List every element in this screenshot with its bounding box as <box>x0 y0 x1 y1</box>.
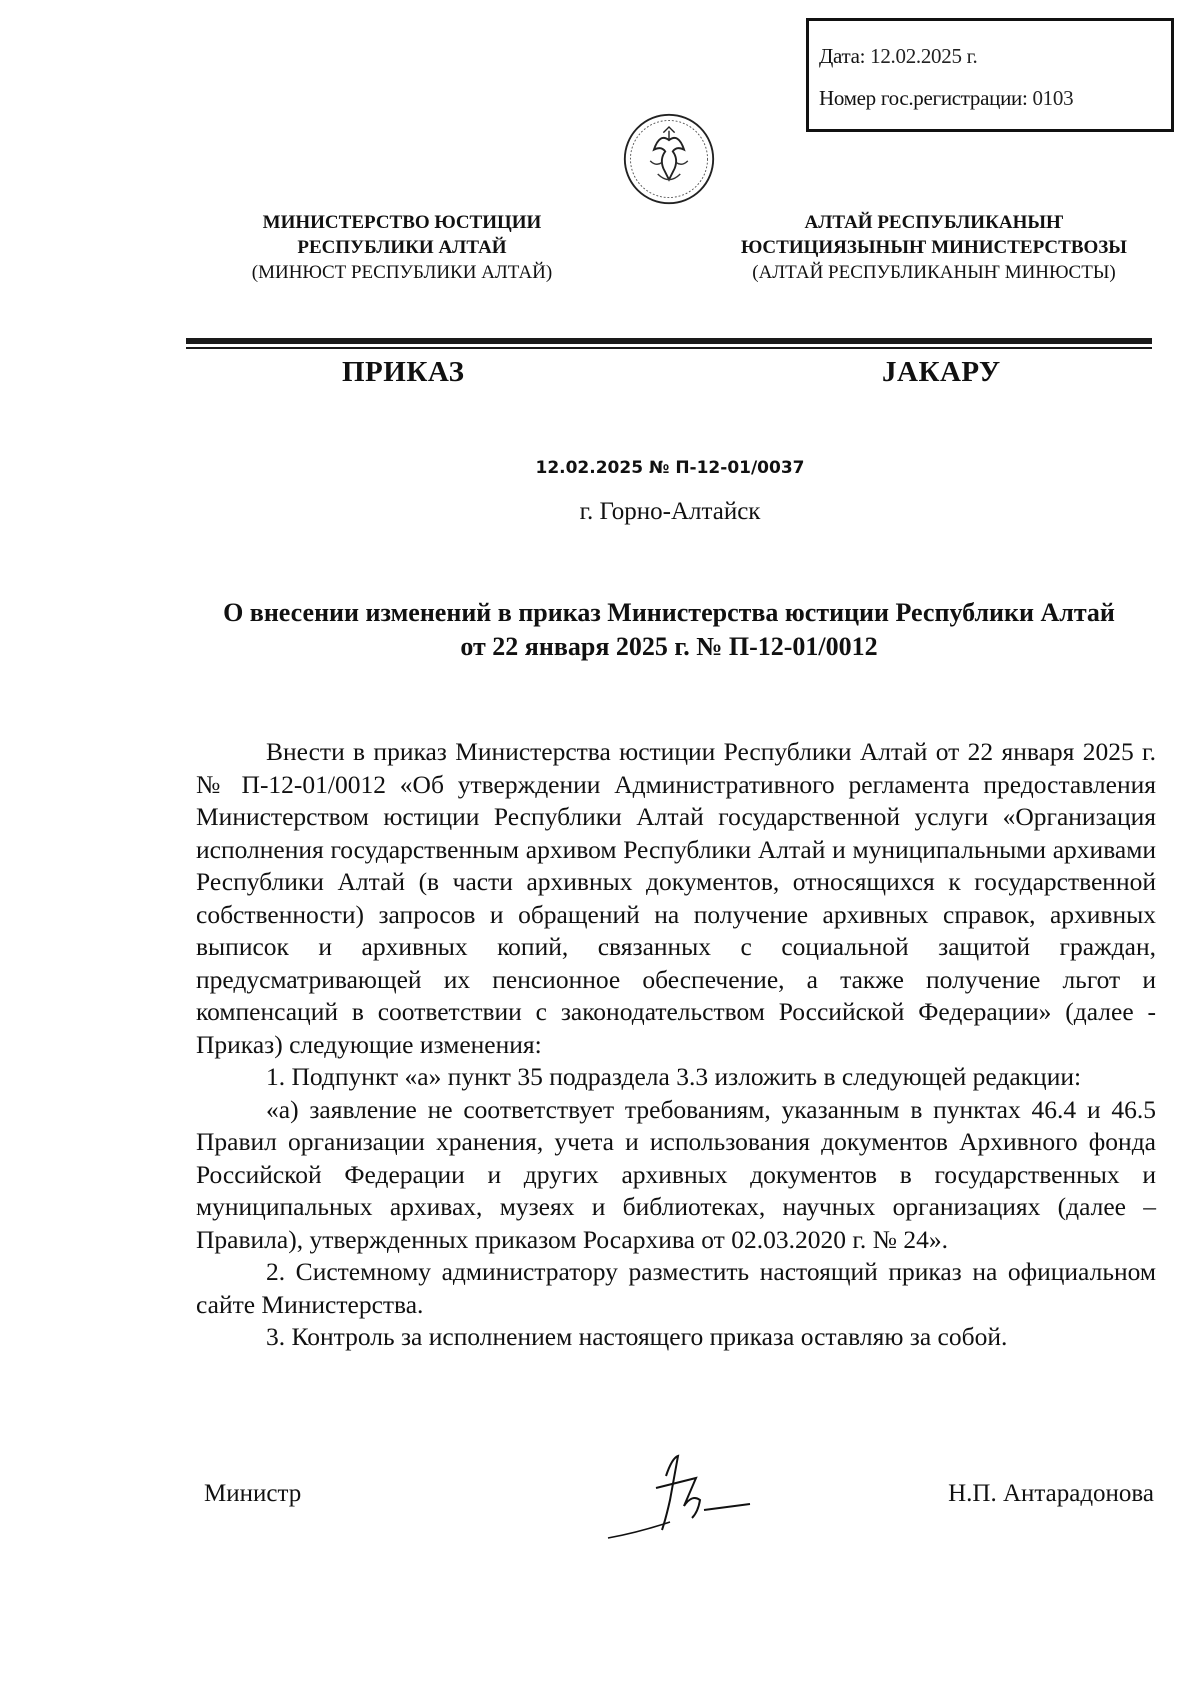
order-title-altai: ЈАКАРУ <box>882 356 1001 388</box>
registration-number-line <box>819 77 1171 119</box>
signatory-name: Н.П. Антарадонова <box>948 1480 1154 1507</box>
ministry-name-ru-line2: РЕСПУБЛИКИ АЛТАЙ <box>297 237 507 258</box>
ministry-name-ru-short: (МИНЮСТ РЕСПУБЛИКИ АЛТАЙ) <box>251 262 553 283</box>
registration-number-value: 0103 <box>1032 86 1074 110</box>
registration-stamp <box>806 18 1174 132</box>
registration-date-value: 12.02.2025 г. <box>870 44 978 68</box>
signatory-role: Министр <box>204 1480 302 1507</box>
ministry-header-altai <box>728 210 1140 285</box>
document-body <box>196 736 1156 1354</box>
document-title <box>186 596 1152 664</box>
body-paragraph-item-1: 1. Подпункт «а» пункт 35 подраздела 3.3 изложить в следующей редакции: <box>266 1062 1082 1091</box>
ministry-name-ru-line1: МИНИСТЕРСТВО ЮСТИЦИИ <box>262 212 542 233</box>
ministry-name-alt-short: (АЛТАЙ РЕСПУБЛИКАНЫҤ МИНЮСТЫ) <box>752 262 1116 283</box>
order-city: г. Горно-Алтайск <box>579 498 761 525</box>
ministry-name-alt-line1: АЛТАЙ РЕСПУБЛИКАНЫҤ <box>804 212 1064 233</box>
ministry-header-russian <box>222 210 582 285</box>
document-title-line2: от 22 января 2025 г. № П-12-01/0012 <box>460 632 878 661</box>
handwritten-signature-icon <box>600 1448 760 1544</box>
order-title-russian: ПРИКАЗ <box>342 356 465 388</box>
ministry-name-alt-line2: ЮСТИЦИЯЗЫНЫҤ МИНИСТЕРСТВОЗЫ <box>741 237 1127 258</box>
altai-coat-of-arms-icon <box>622 112 716 206</box>
body-paragraph-item-3: 3. Контроль за исполнением настоящего приказа оставляю за собой. <box>266 1322 1008 1351</box>
registration-number-label: Номер гос.регистрации: <box>819 86 1028 110</box>
body-paragraph-intro: Внести в приказ Министерства юстиции Республики Алтай от 22 января 2025 г. № П-12-01/0012 «Об утверждении Административного регламента предоставления Министерством юстиции Республики Алтай государственной услуги «Организация исполнения государственным архивом Республики Алтай и муниципальными архивами Республики Алтай (в части архивных документов, относящихся к государственной собственности) запросов и обращений на получение архивных справок, архивных выписок и архивных копий, связанных с социальной защитой граждан, предусматривающей их пенсионное обеспечение, а также получение льгот и компенсаций в соответствии с законодательством Российской Федерации» (далее - Приказ) следующие изменения: <box>196 737 1156 1059</box>
body-paragraph-item-1a: «а) заявление не соответствует требованиям, указанным в пунктах 46.4 и 46.5 Правил организации хранения, учета и использования документов Архивного фонда Российской Федерации и других архивных документов в государственных и муниципальных архивах, музеях и библиотеках, научных организациях (далее – Правила), утвержденных приказом Росархива от 02.03.2020 г. № 24». <box>196 1094 1156 1254</box>
header-divider-thin <box>186 347 1152 349</box>
body-paragraph-item-2: 2. Системному администратору разместить настоящий приказ на официальном сайте Министерства. <box>196 1257 1156 1319</box>
header-divider-thick <box>186 338 1152 344</box>
registration-date-line <box>819 35 1171 77</box>
order-date-number: 12.02.2025 № П-12-01/0037 <box>535 458 805 478</box>
registration-date-label: Дата: <box>819 44 866 68</box>
document-title-line1: О внесении изменений в приказ Министерства юстиции Республики Алтай <box>223 598 1115 627</box>
